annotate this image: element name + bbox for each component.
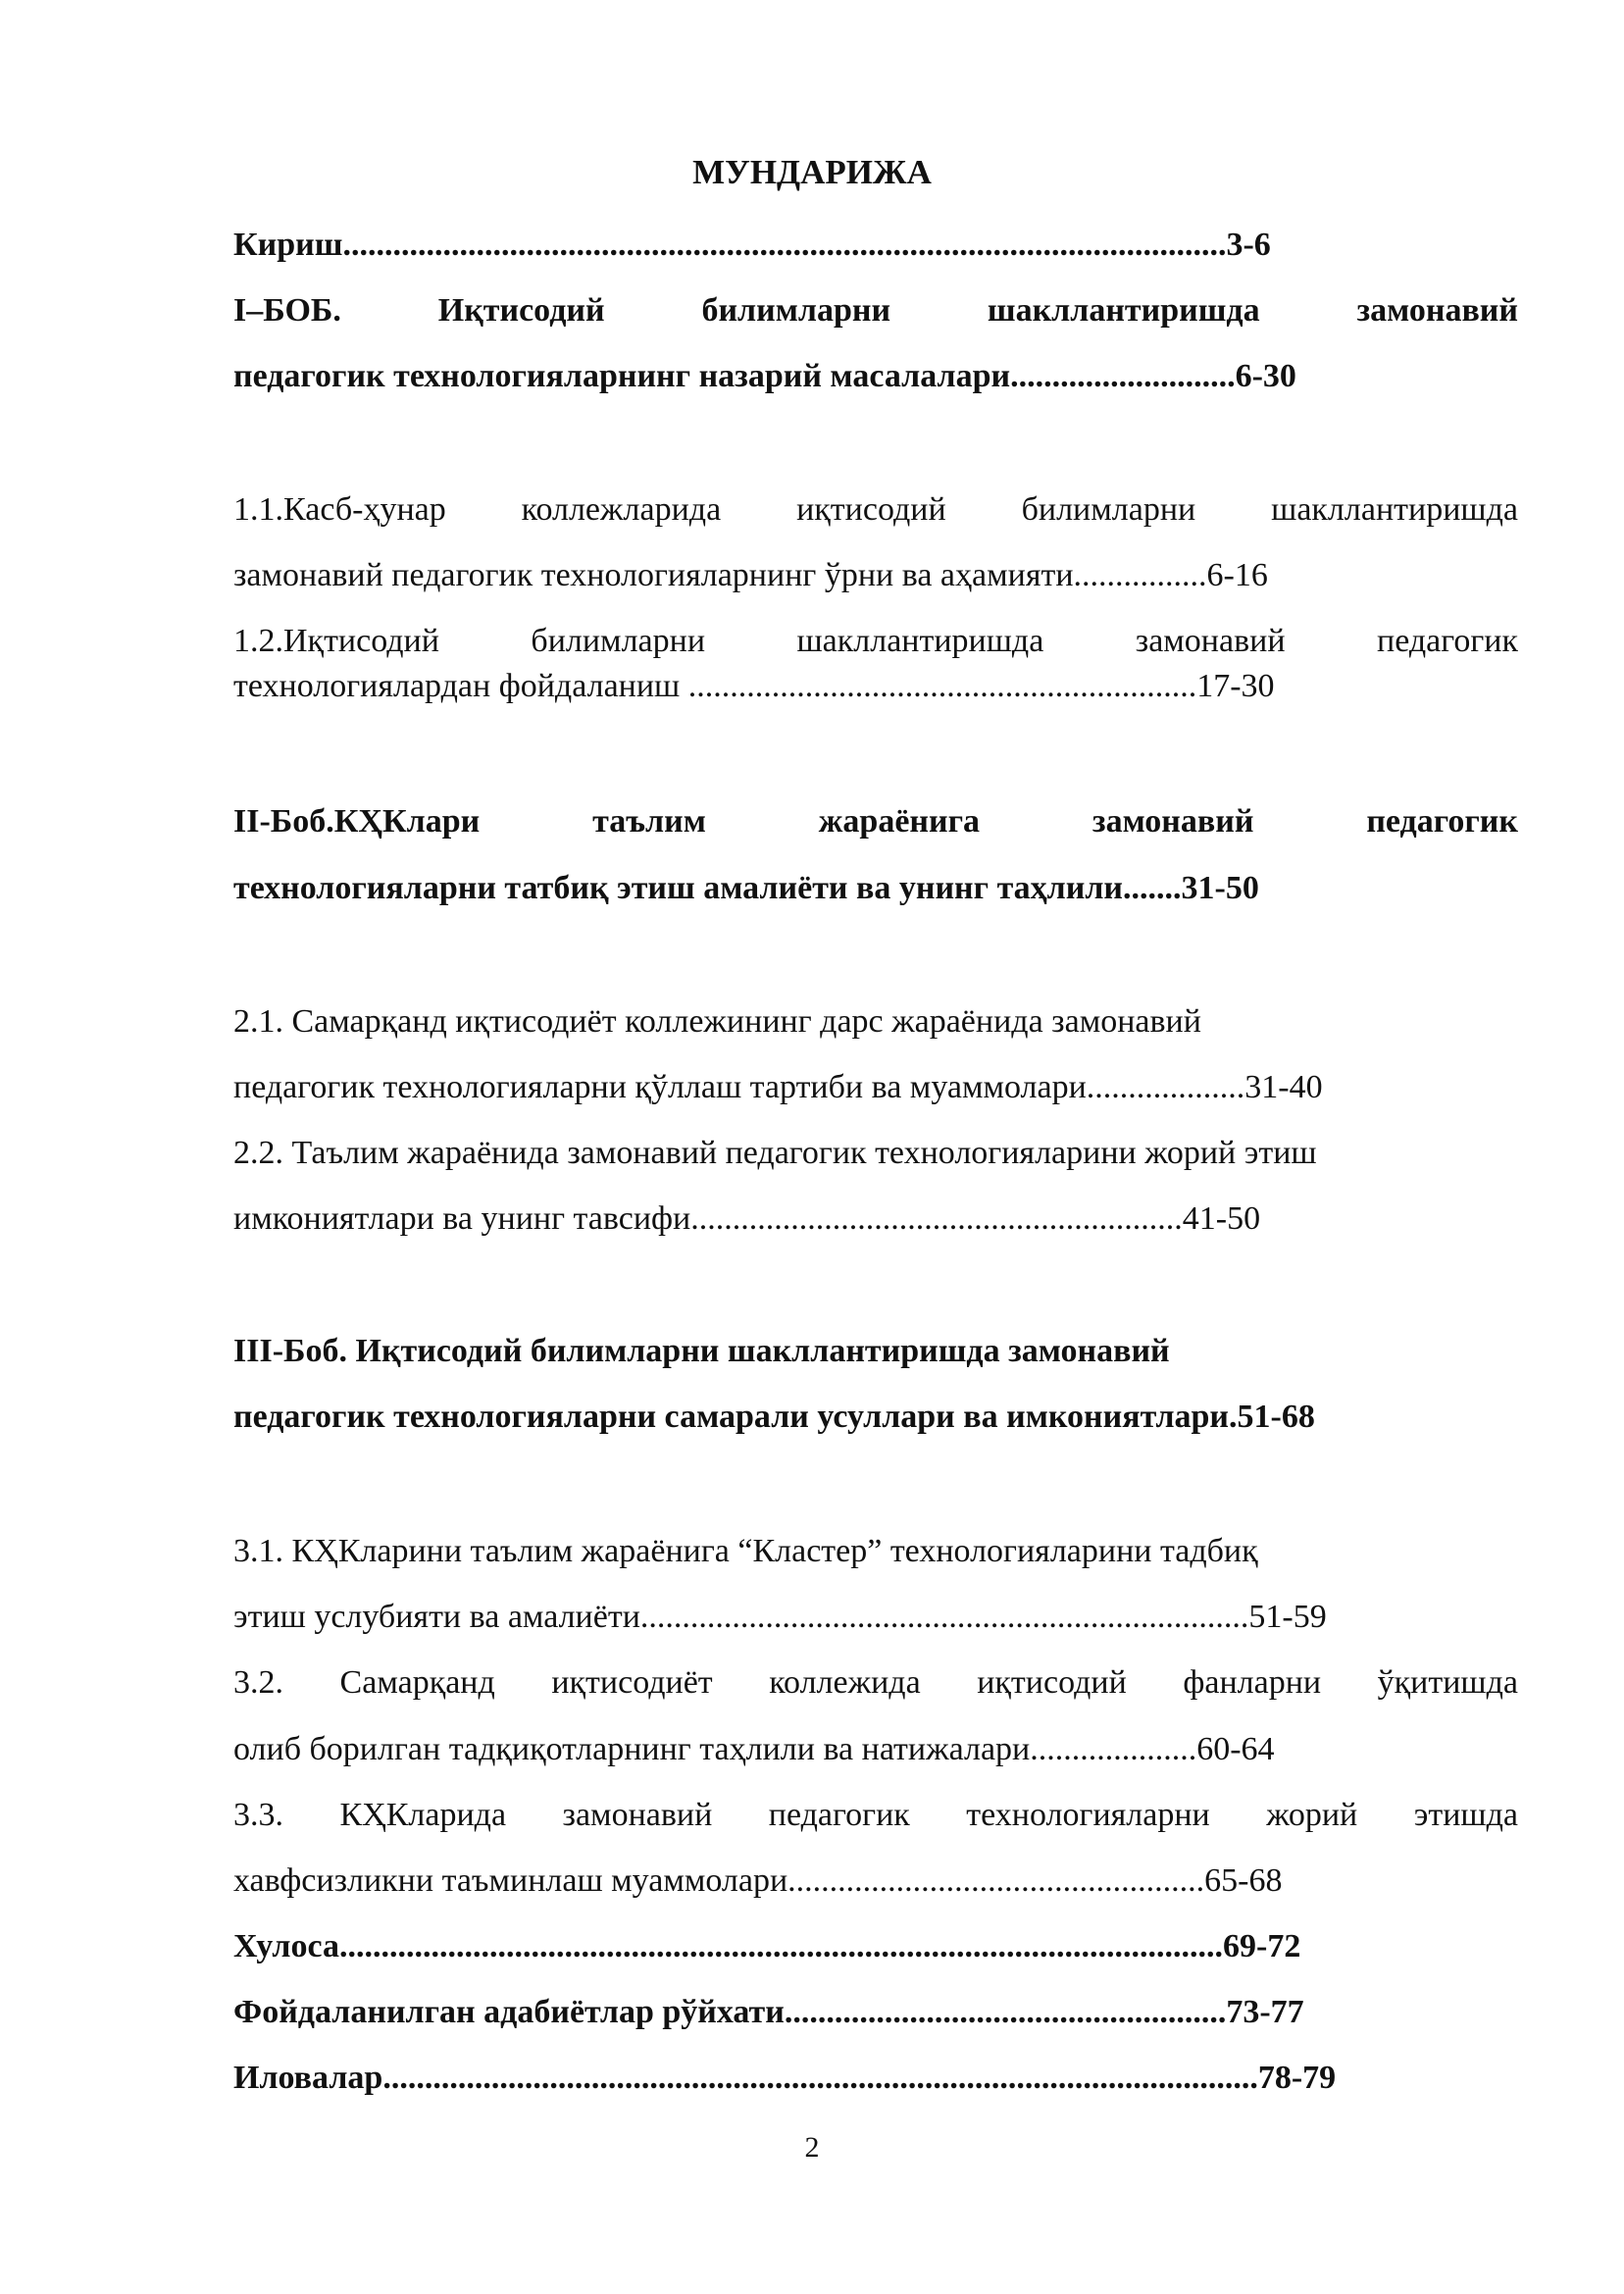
toc-word: этишда bbox=[1413, 1797, 1518, 1833]
toc-chapter-1-line2: педагогик технологияларнинг назарий масалалари...........................6-30 bbox=[233, 358, 1296, 394]
toc-word: коллежларида bbox=[521, 491, 722, 528]
toc-section-2-1-line2: педагогик технологияларни қўллаш тартиби ва муаммолари...................31-40 bbox=[233, 1069, 1323, 1105]
toc-word: замонавий bbox=[562, 1797, 713, 1833]
toc-word: замонавий bbox=[1091, 803, 1254, 840]
toc-word: 3.2. bbox=[233, 1664, 283, 1701]
toc-chapter-3-line1: III-Боб. Иқтисодий билимларни шакллантиришда замонавий bbox=[233, 1333, 1170, 1369]
toc-word: жорий bbox=[1266, 1797, 1358, 1833]
toc-word: жараёнига bbox=[818, 803, 981, 840]
toc-section-1-1-line2: замонавий педагогик технологияларнинг ўрни ва аҳамияти................6-16 bbox=[233, 557, 1268, 593]
toc-section-3-1-line1: 3.1. КҲКларини таълим жараёнига “Кластер” технологияларини тадбиқ bbox=[233, 1533, 1258, 1569]
toc-section-3-2-line2: олиб борилган тадқиқотларнинг таҳлили ва натижалари....................60-64 bbox=[233, 1731, 1275, 1767]
toc-word: 3.3. bbox=[233, 1797, 283, 1833]
toc-word: билимларни bbox=[531, 623, 706, 659]
page-number: 2 bbox=[804, 2131, 820, 2164]
toc-word: фанларни bbox=[1183, 1664, 1322, 1701]
toc-entry-appendix: Иловалар.........................................................................................................78-79 bbox=[233, 2060, 1337, 2096]
toc-section-3-3-line2: хавфсизликни таъминлаш муаммолари..................................................65-68 bbox=[233, 1862, 1283, 1899]
toc-word: шакллантиришда bbox=[987, 292, 1260, 329]
toc-section-2-2-line1: 2.2. Таълим жараёнида замонавий педагогик технологияларини жорий этиш bbox=[233, 1135, 1317, 1171]
toc-word: педагогик bbox=[1377, 623, 1518, 659]
toc-entry-conclusion: Хулоса..........................................................................................................69-72 bbox=[233, 1928, 1301, 1964]
toc-word: Иқтисодий bbox=[437, 292, 605, 329]
toc-section-3-1-line2: этиш услубияти ва амалиёти.........................................................................51-59 bbox=[233, 1599, 1327, 1635]
toc-chapter-2-line2: технологияларни татбиқ этиш амалиёти ва унинг таҳлили.......31-50 bbox=[233, 870, 1259, 906]
toc-entry-references: Фойдаланилган адабиётлар рўйхати.....................................................73-77 bbox=[233, 1994, 1304, 2030]
toc-word: коллежида bbox=[769, 1664, 921, 1701]
toc-word: иқтисодий bbox=[796, 491, 946, 528]
toc-chapter-3-line2: педагогик технологияларни самарали усуллари ва имкониятлари.51-68 bbox=[233, 1399, 1315, 1435]
toc-word: КҲКларида bbox=[339, 1797, 507, 1833]
toc-word: ўқитишда bbox=[1377, 1664, 1518, 1701]
toc-word: шакллантиришда bbox=[1271, 491, 1518, 528]
page-title: МУНДАРИЖА bbox=[692, 153, 932, 191]
toc-word: таълим bbox=[592, 803, 706, 840]
toc-section-3-2-line1 bbox=[233, 1663, 1518, 1703]
toc-word: билимларни bbox=[1021, 491, 1196, 528]
toc-chapter-1-line1 bbox=[233, 291, 1518, 331]
toc-word: педагогик bbox=[1366, 803, 1518, 840]
toc-word: педагогик bbox=[768, 1797, 910, 1833]
toc-chapter-2-line1 bbox=[233, 802, 1518, 841]
toc-word: замонавий bbox=[1135, 623, 1286, 659]
toc-word: II-Боб.КҲКлари bbox=[233, 803, 481, 840]
toc-section-2-2-line2: имкониятлари ва унинг тавсифи...........................................................41-50 bbox=[233, 1200, 1261, 1237]
toc-word: билимларни bbox=[701, 292, 891, 329]
toc-section-1-1-line1 bbox=[233, 490, 1518, 530]
toc-section-2-1-line1: 2.1. Самарқанд иқтисодиёт коллежининг дарс жараёнида замонавий bbox=[233, 1003, 1201, 1040]
toc-section-3-3-line1 bbox=[233, 1796, 1518, 1835]
toc-word: Самарқанд bbox=[339, 1664, 495, 1701]
toc-section-1-2-line2: технологиялардан фойдаланиш .............................................................17-30 bbox=[233, 668, 1275, 704]
toc-word: 1.2.Иқтисодий bbox=[233, 623, 439, 659]
toc-word: иқтисодий bbox=[977, 1664, 1127, 1701]
toc-word: замонавий bbox=[1356, 292, 1518, 329]
toc-word: I–БОБ. bbox=[233, 292, 341, 329]
toc-word: иқтисодиёт bbox=[551, 1664, 713, 1701]
toc-word: шакллантиришда bbox=[796, 623, 1044, 659]
toc-entry-intro: Кириш..........................................................................................................3-6 bbox=[233, 227, 1271, 263]
toc-word: технологияларни bbox=[966, 1797, 1210, 1833]
toc-word: 1.1.Касб-ҳунар bbox=[233, 491, 446, 528]
toc-section-1-2-line1 bbox=[233, 622, 1518, 661]
